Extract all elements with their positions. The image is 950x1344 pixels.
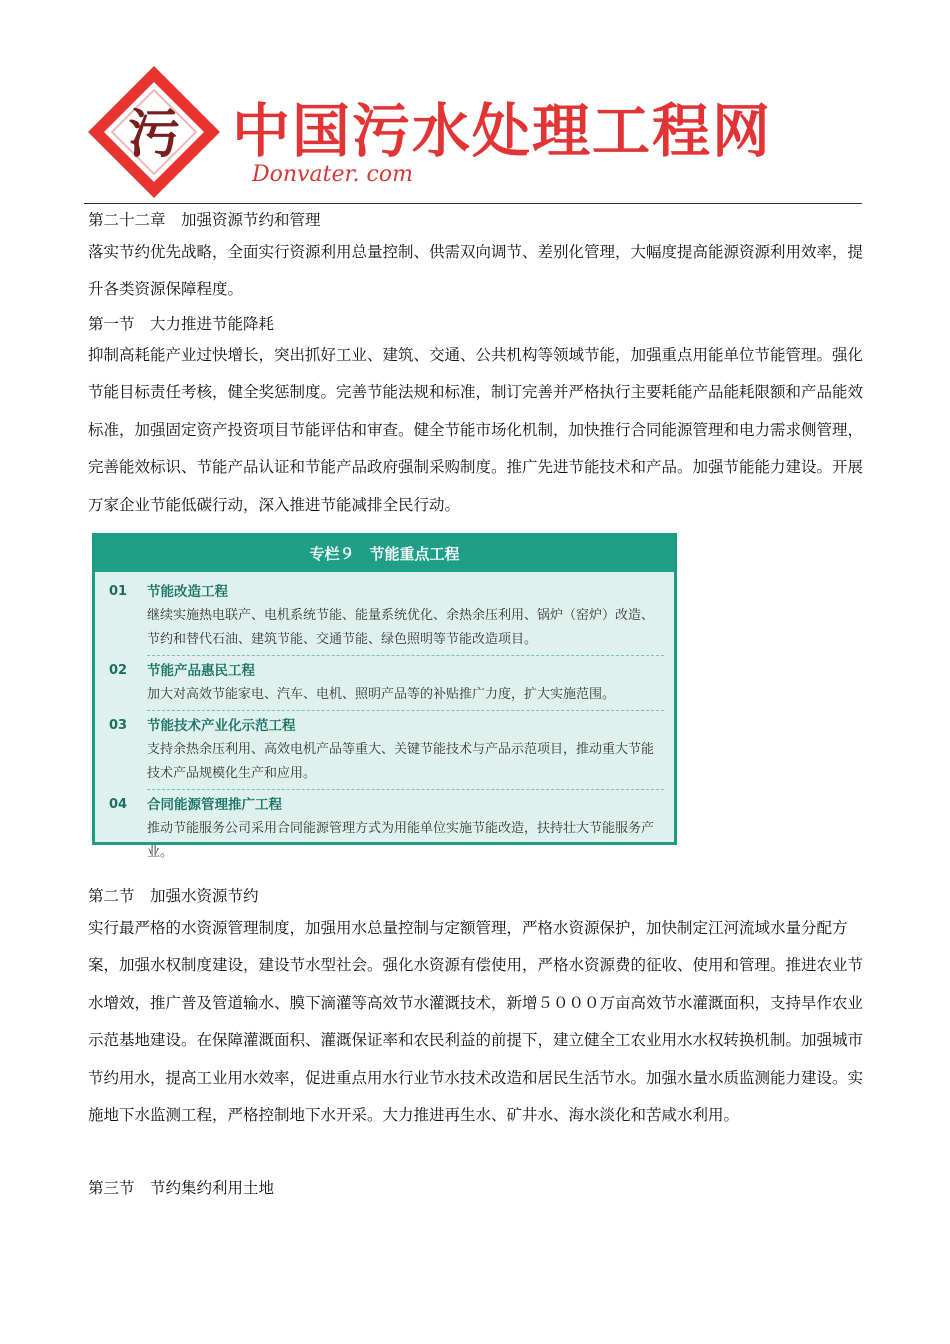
panel-item-desc: 支持余热余压利用、高效电机产品等重大、关键节能技术与产品示范项目，推动重大节能技术产品规模化生产和应用。 <box>147 742 655 781</box>
panel-item-number: 02 <box>109 663 128 678</box>
panel-item-title: 节能改造工程 <box>147 584 228 600</box>
header-divider <box>84 203 862 204</box>
section3-heading: 第三节 节约集约利用土地 <box>88 1179 275 1197</box>
panel-item-desc: 继续实施热电联产、电机系统节能、能量系统优化、余热余压利用、锅炉（窑炉）改造、节约和替代石油、建筑节能、交通节能、绿色照明等节能改造项目。 <box>147 608 655 647</box>
section2-heading: 第二节 加强水资源节约 <box>88 887 259 905</box>
site-header <box>84 62 864 204</box>
section1-body: 抑制高耗能产业过快增长，突出抓好工业、建筑、交通、公共机构等领域节能，加强重点用能单位节能管理。强化节能目标责任考核，健全奖惩制度。完善节能法规和标准，制订完善并严格执行主要耗能产品能耗限额和产品能效标准，加强固定资产投资项目节能评估和审查。健全节能市场化机制，加快推行合同能源管理和电力需求侧管理，完善能效标识、节能产品认证和节能产品政府强制采购制度。推广先进节能技术和产品。加强节能能力建设。开展万家企业节能低碳行动，深入推进节能减排全民行动。 <box>88 346 864 514</box>
panel-item-desc: 加大对高效节能家电、汽车、电机、照明产品等的补贴推广力度，扩大实施范围。 <box>147 687 616 702</box>
chapter-heading: 第二十二章 加强资源节约和管理 <box>88 211 321 229</box>
panel-title: 专栏９ 节能重点工程 <box>95 536 674 572</box>
panel-item <box>95 580 665 652</box>
panel-divider <box>147 655 664 656</box>
chapter-intro: 落实节约优先战略，全面实行资源利用总量控制、供需双向调节、差别化管理，大幅度提高能源资源利用效率，提升各类资源保障程度。 <box>88 243 864 299</box>
panel-item-number: 04 <box>109 797 128 812</box>
logo-char: 污 <box>127 104 181 165</box>
panel-item-desc: 推动节能服务公司采用合同能源管理方式为用能单位实施节能改造，扶持壮大节能服务产业。 <box>147 821 655 860</box>
section1-heading: 第一节 大力推进节能降耗 <box>88 315 275 333</box>
panel-item-number: 03 <box>109 718 128 733</box>
site-title: 中国污水处理工程网 <box>232 97 773 165</box>
panel-divider <box>147 789 664 790</box>
panel-item-number: 01 <box>109 584 128 599</box>
panel-item-title: 节能产品惠民工程 <box>147 663 255 679</box>
logo-icon <box>84 62 224 202</box>
panel-divider <box>147 710 664 711</box>
key-projects-panel <box>92 533 677 860</box>
panel-item <box>95 659 665 707</box>
panel-item <box>95 714 665 786</box>
section2-body: 实行最严格的水资源管理制度，加强用水总量控制与定额管理，严格水资源保护，加快制定江河流域水量分配方案，加强水权制度建设，建设节水型社会。强化水资源有偿使用，严格水资源费的征收、使用和管理。推进农业节水增效，推广普及管道输水、膜下滴灌等高效节水灌溉技术，新增５０００万亩高效节水灌溉面积，支持旱作农业示范基地建设。在保障灌溉面积、灌溉保证率和农民利益的前提下，建立健全工农业用水水权转换机制。加强城市节约用水，提高工业用水效率，促进重点用水行业节水技术改造和居民生活节水。加强水量水质监测能力建设。实施地下水监测工程，严格控制地下水开采。大力推进再生水、矿井水、海水淡化和苦咸水利用。 <box>88 919 864 1125</box>
panel-item <box>95 793 665 865</box>
site-subtitle: Donvater. com <box>252 162 413 187</box>
panel-item-title: 节能技术产业化示范工程 <box>147 718 296 734</box>
panel-item-title: 合同能源管理推广工程 <box>147 797 282 813</box>
